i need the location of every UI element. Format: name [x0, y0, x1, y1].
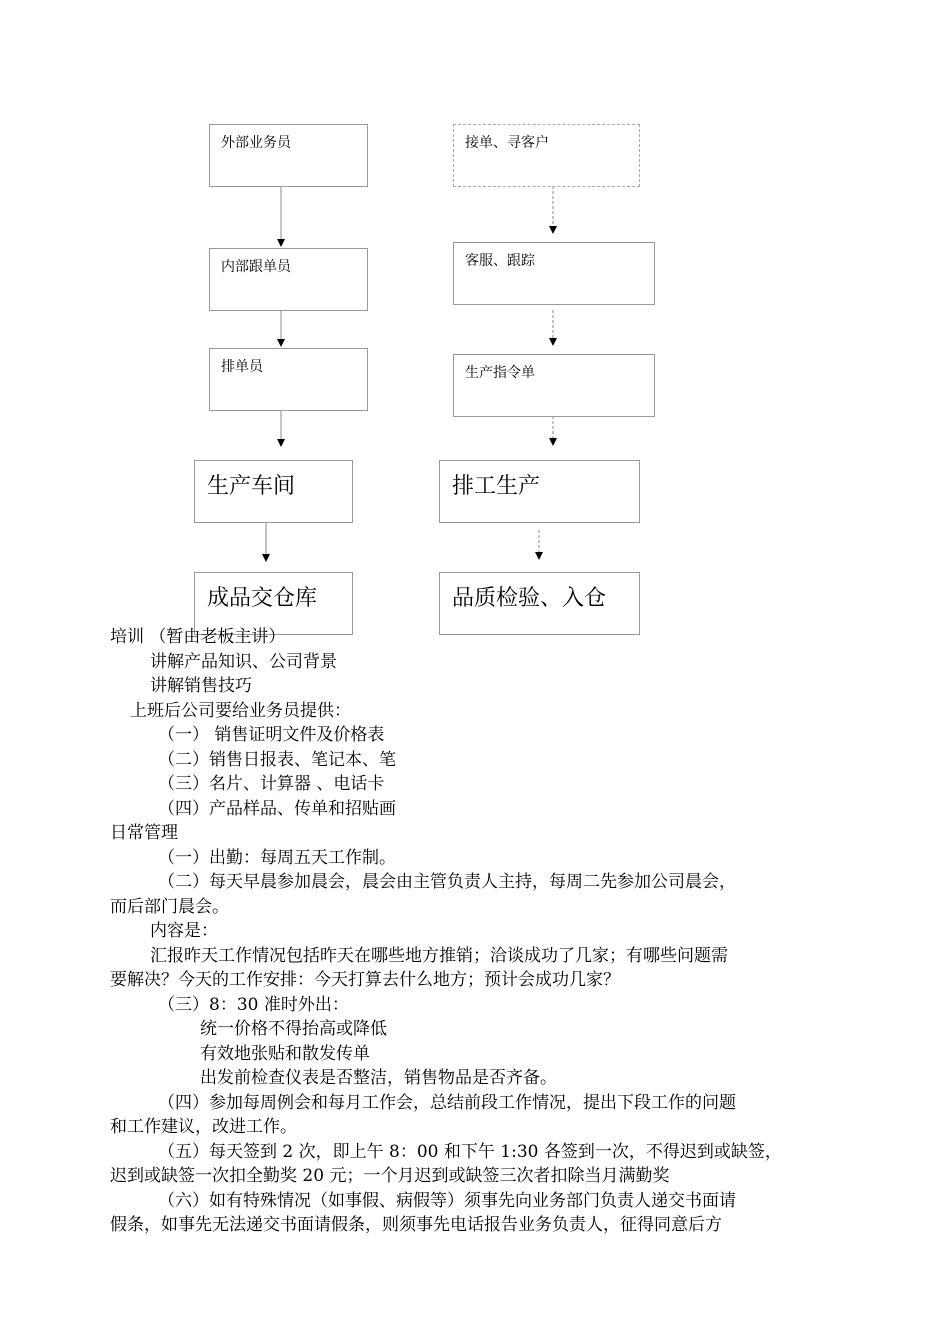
report-text: 汇报昨天工作情况包括昨天在哪些地方推销；洽谈成功了几家；有哪些问题需	[150, 946, 728, 966]
daily-item-2-cont: 而后部门晨会。	[110, 897, 229, 917]
provide-item: （二）销售日报表、笔记本、笔	[158, 750, 396, 770]
item3-sub: 出发前检查仪表是否整洁，销售物品是否齐备。	[200, 1068, 557, 1088]
flow-box-label: 成品交仓库	[207, 586, 318, 611]
flow-box-label: 品质检验、入仓	[452, 586, 607, 611]
training-item: 讲解销售技巧	[150, 676, 252, 696]
flow-box-customer-service	[453, 242, 655, 305]
daily-item-5: （五）每天签到 2 次，即上午 8：00 和下午 1:30 各签到一次，不得迟到或缺签，	[158, 1142, 782, 1162]
flow-box-label: 内部跟单员	[221, 259, 291, 275]
flow-box-label: 外部业务员	[221, 135, 291, 151]
flow-box-internal-follower	[209, 248, 368, 311]
daily-item-6-cont: 假条，如事先无法递交书面请假条，则须事先电话报告业务负责人，征得同意后方	[110, 1215, 722, 1235]
flow-box-workshop	[194, 460, 353, 523]
flow-box-production	[439, 460, 640, 523]
item3-sub: 有效地张贴和散发传单	[200, 1044, 370, 1064]
flow-box-label: 接单、寻客户	[465, 135, 549, 151]
provide-item: （一） 销售证明文件及价格表	[158, 725, 385, 745]
item3-sub: 统一价格不得抬高或降低	[200, 1019, 387, 1039]
training-item: 讲解产品知识、公司背景	[150, 652, 337, 672]
flow-box-label: 客服、跟踪	[465, 253, 535, 269]
flow-box-production-order	[453, 354, 655, 417]
daily-item-2: （二）每天早晨参加晨会，晨会由主管负责人主持，每周二先参加公司晨会，	[158, 872, 736, 892]
training-heading: 培训 （暂由老板主讲）	[110, 627, 286, 647]
flow-box-label: 排工生产	[452, 474, 541, 499]
flow-box-label: 生产车间	[207, 474, 296, 499]
report-text-cont: 要解决？今天的工作安排：今天打算去什么地方；预计会成功几家？	[110, 970, 620, 990]
daily-item-1: （一）出勤：每周五天工作制。	[158, 848, 396, 868]
flow-box-scheduler	[209, 348, 368, 411]
flow-box-label: 排单员	[221, 359, 263, 375]
flow-box-quality-check	[439, 572, 640, 635]
provide-item: （三）名片、计算器 、电话卡	[158, 774, 385, 794]
daily-item-3: （三）8：30 准时外出：	[158, 995, 349, 1015]
content-label: 内容是：	[150, 921, 218, 941]
provide-item: （四）产品样品、传单和招贴画	[158, 799, 396, 819]
daily-item-6: （六）如有特殊情况（如事假、病假等）须事先向业务部门负责人递交书面请	[158, 1191, 736, 1211]
flow-box-take-orders	[453, 124, 640, 187]
flow-box-external-salesperson	[209, 124, 368, 187]
daily-item-5-cont: 迟到或缺签一次扣全勤奖 20 元；一个月迟到或缺签三次者扣除当月满勤奖	[110, 1166, 670, 1186]
flow-box-label: 生产指令单	[465, 365, 535, 381]
provide-intro: 上班后公司要给业务员提供：	[130, 701, 351, 721]
daily-heading: 日常管理	[110, 823, 178, 843]
daily-item-4-cont: 和工作建议，改进工作。	[110, 1117, 297, 1137]
flowchart-connectors	[0, 0, 950, 640]
daily-item-4: （四）参加每周例会和每月工作会，总结前段工作情况，提出下段工作的问题	[158, 1093, 736, 1113]
